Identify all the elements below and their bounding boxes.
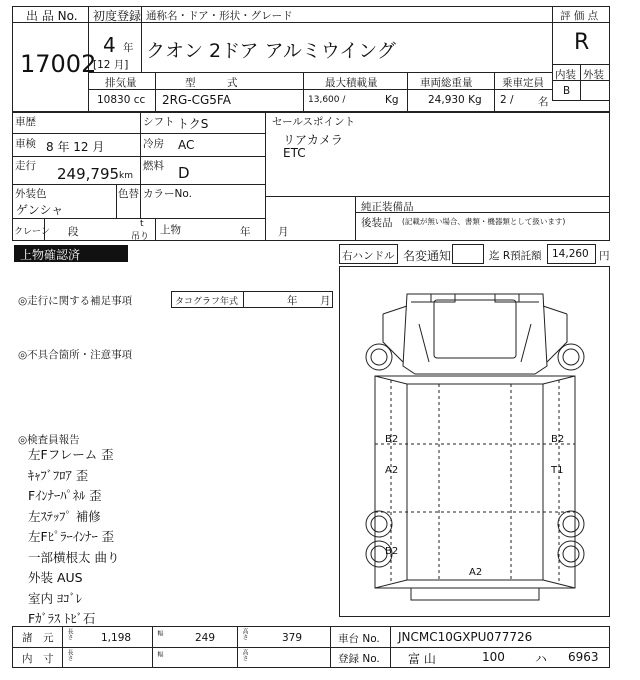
width-label: 幅: [156, 630, 163, 636]
ext-color: ゲンシャ: [16, 203, 64, 217]
damage-mark: B2: [385, 434, 399, 445]
ac-label: 冷房: [143, 138, 164, 150]
inspector-line: 左Fフレーム 歪: [28, 447, 114, 462]
aftermarket-note: (記載が無い場合、書類・機器類として扱います): [402, 217, 566, 226]
displacement-label: 排気量: [105, 77, 137, 89]
inspector-line: 左Fﾋﾟﾗｰｲﾝﾅｰ 歪: [28, 529, 115, 544]
deposit-unit: 円: [599, 250, 610, 262]
inspector-line: 室内 ﾖｺﾞﾚ: [28, 590, 82, 606]
mileage-unit: km: [119, 171, 133, 181]
reg-kana: ハ: [535, 652, 548, 666]
crane-unit-t: t: [140, 219, 144, 229]
car-name-label: 通称名・ドア・形状・グレード: [146, 10, 293, 22]
length-value: 1,198: [101, 632, 132, 644]
sales-label: セールスポイント: [272, 116, 356, 128]
capacity: 2 /: [500, 94, 514, 106]
inspection: 8 年 12 月: [46, 140, 105, 154]
reg-place: 富 山: [408, 652, 436, 666]
cargo-deck: [375, 376, 575, 588]
chassis-label: 車台 No.: [338, 633, 380, 645]
height-label: 高さ: [241, 628, 248, 640]
inspector-label: ◎検査員報告: [18, 434, 80, 446]
gross-weight-label: 車両総重量: [420, 77, 473, 89]
truck-diagram: [339, 266, 610, 617]
damage-mark: A2: [469, 567, 483, 578]
cab-outline: [403, 294, 547, 374]
height-value: 379: [282, 632, 303, 644]
height-label-2: 高さ: [241, 649, 248, 661]
inspector-line: 一部横根太 曲り: [28, 549, 120, 565]
damage-mark: T1: [551, 465, 564, 476]
damage-mark: A2: [385, 465, 399, 476]
lot-no-label: 出 品 No.: [26, 9, 78, 23]
sales-line-2: ETC: [283, 146, 306, 160]
model-label: 型 式: [185, 77, 238, 89]
shift-label: シフト: [143, 116, 175, 128]
driving-notes-label: ◎走行に関する補足事項: [18, 295, 133, 307]
deposit-label: 迄 R預託額: [489, 250, 542, 262]
sales-line-1: リアカメラ: [283, 133, 343, 147]
damage-mark: B2: [385, 546, 399, 557]
year-unit: 年: [123, 42, 134, 54]
tacho-label: タコグラフ年式: [175, 297, 239, 307]
rear-left-wheel-1: [366, 511, 392, 537]
interior-label: 内装: [555, 69, 576, 81]
tacho-month: 月: [320, 295, 331, 307]
inspector-line: Fｶﾞﾗｽ ﾄﾋﾞ石: [28, 611, 96, 626]
body-year: 年: [240, 226, 251, 238]
first-reg-month: [12 月]: [93, 59, 129, 71]
body-month: 月: [278, 226, 289, 238]
reg-num: 6963: [568, 650, 599, 664]
length-label: 長さ: [66, 628, 73, 640]
fuel-label: 燃料: [143, 160, 164, 172]
history-label: 車歴: [15, 116, 36, 128]
factory-equip-label: 純正装備品: [361, 201, 414, 213]
ext-color-label: 外装色: [15, 188, 47, 200]
inspector-line: Fｲﾝﾅｰﾊﾟﾈﾙ 歪: [28, 488, 102, 503]
mileage: 249,795: [57, 165, 120, 183]
interior-dims-label: 内 寸: [22, 653, 54, 665]
width-label-2: 幅: [156, 651, 163, 657]
ac: AC: [178, 138, 195, 152]
deposit: 14,260: [552, 248, 589, 260]
rating-label: 評 価 点: [560, 10, 599, 22]
inspector-list: [28, 445, 328, 630]
name-change-box: [452, 244, 484, 264]
capacity-unit: 名: [538, 96, 549, 108]
capacity-label: 乗車定員: [502, 77, 544, 89]
mileage-label: 走行: [15, 160, 36, 172]
crane-label: クレーン: [14, 227, 50, 237]
name-change-label: 名変通知: [403, 249, 452, 263]
front-right-wheel: [558, 344, 584, 370]
length-label-2: 長さ: [66, 649, 73, 661]
displacement: 10830 cc: [97, 94, 146, 106]
first-reg-year: 4: [103, 33, 116, 57]
lot-no: 17002: [20, 50, 97, 78]
interior-grade: B: [563, 85, 571, 97]
crane-value: 段: [68, 226, 79, 238]
rear-right-wheel-1: [558, 511, 584, 537]
car-name: クオン 2ドア アルミウイング: [146, 40, 396, 62]
color-no-label: 色替: [118, 188, 139, 200]
inspector-line: 左ｽﾃｯﾌﾟ 補修: [28, 508, 101, 524]
fuel: D: [178, 164, 190, 182]
gross-weight: 24,930 Kg: [428, 94, 482, 106]
width-value: 249: [195, 632, 216, 644]
chassis: JNCMC10GXPU077726: [398, 630, 533, 644]
model: 2RG-CG5FA: [162, 93, 231, 107]
reg-class: 100: [482, 650, 505, 664]
exterior-label: 外装: [583, 69, 604, 81]
shift: トクS: [177, 117, 209, 131]
inspector-line: ｷｬﾌﾞﾌﾛｱ 歪: [28, 467, 89, 483]
first-reg-label: 初度登録: [93, 9, 142, 23]
damage-mark: B2: [551, 434, 565, 445]
inspector-line: 外装 AUS: [28, 570, 83, 585]
front-left-wheel: [366, 344, 392, 370]
aftermarket-label: 後装品: [361, 217, 393, 229]
body-label: 上物: [160, 224, 181, 236]
specs-label: 諸 元: [22, 632, 54, 644]
reg-label: 登録 No.: [338, 653, 380, 665]
confirm-banner: 上物確認済: [14, 245, 128, 262]
windshield: [434, 300, 516, 358]
tacho-year: 年: [287, 295, 298, 307]
handle: 右ハンドル: [342, 250, 395, 262]
max-load: 13,600 /: [308, 95, 346, 105]
inspection-label: 車検: [15, 138, 36, 150]
defects-label: ◎不具合箇所・注意事項: [18, 349, 133, 361]
max-load-label: 最大積載量: [325, 77, 378, 89]
max-load-unit: Kg: [385, 94, 399, 106]
crane-unit-lift: 吊り: [131, 232, 150, 242]
rating: R: [574, 30, 590, 55]
color-code-label: カラーNo.: [143, 188, 192, 200]
rear-right-wheel-2: [558, 541, 584, 567]
rear-bumper: [411, 588, 539, 600]
